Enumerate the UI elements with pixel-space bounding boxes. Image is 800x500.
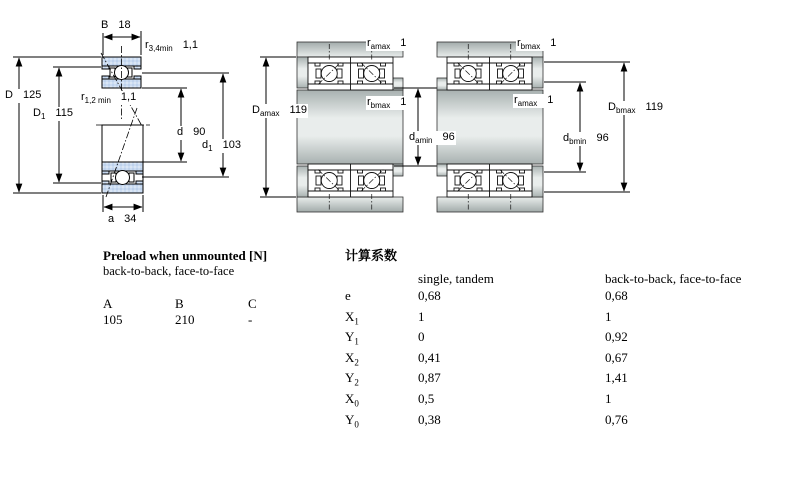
factors-title: 计算系数 xyxy=(345,248,398,263)
middle-top-bearing-pair xyxy=(308,57,393,90)
preload-val-b: 210 xyxy=(175,312,195,327)
preload-col-c: C xyxy=(248,296,257,311)
preload-value-row xyxy=(103,312,343,328)
dim-label-D1: $D_1$ 115 xyxy=(33,107,73,122)
preload-header-row xyxy=(103,296,343,312)
factors-col1-header: single, tandem xyxy=(418,271,494,286)
factor-row-y0: $Y_0$ 0,38 0,76 xyxy=(345,411,628,430)
left-figure-bearing-section xyxy=(13,31,229,212)
dim-label-rbmax-mid: $r_{bmax}$ 1 xyxy=(367,96,407,111)
dim-label-ramax-right: $r_{amax}$ 1 xyxy=(514,94,554,109)
factor-row-x2: $X_2$ 0,41 0,67 xyxy=(345,349,628,368)
preload-col-b: B xyxy=(175,296,184,311)
middle-bottom-bearing-pair xyxy=(308,164,393,197)
right-bottom-bearing-pair xyxy=(447,164,532,197)
factor-row-y2: $Y_2$ 0,87 1,41 xyxy=(345,370,628,388)
preload-table xyxy=(103,249,343,328)
dim-label-dbmin: $d_{bmin}$ 96 xyxy=(563,132,609,147)
dim-label-a: a 34 xyxy=(107,213,137,227)
middle-figure-mounting xyxy=(260,42,460,212)
preload-title: Preload when unmounted [N] xyxy=(103,248,268,263)
left-bottom-section xyxy=(102,162,143,193)
dim-label-B: B 18 xyxy=(100,19,132,33)
right-figure-mounting xyxy=(437,42,630,212)
dim-label-rbmax-right: $r_{bmax}$ 1 xyxy=(517,37,557,52)
dim-label-D: D 125 xyxy=(4,89,42,103)
factor-row-e: e 0,68 0,68 xyxy=(345,288,628,303)
dim-label-damin: $d_{amin}$ 96 xyxy=(409,131,455,146)
dim-label-r34: $r_{3,4min}$ 1,1 xyxy=(145,39,198,54)
right-dimension-lines xyxy=(544,62,630,192)
dim-label-d1: $d_1$ 103 xyxy=(202,139,241,154)
factors-col2-header: back-to-back, face-to-face xyxy=(605,271,742,286)
dim-label-r12: $r_{1,2 min}$ 1,1 xyxy=(81,91,137,106)
factors-table xyxy=(345,249,775,432)
preload-val-a: 105 xyxy=(103,312,123,327)
preload-col-a: A xyxy=(103,296,113,311)
right-top-bearing-pair xyxy=(447,57,532,90)
factors-header-row xyxy=(345,272,775,285)
dim-label-ramax-mid: $r_{amax}$ 1 xyxy=(367,37,407,52)
factors-rows xyxy=(345,288,775,432)
factor-row-x1: $X_1$ 1 1 xyxy=(345,308,612,327)
factor-row-y1: $Y_1$ 0 0,92 xyxy=(345,329,628,347)
dim-label-Dbmax: $D_{bmax}$ 119 xyxy=(608,101,664,116)
factor-row-x0: $X_0$ 0,5 1 xyxy=(345,390,612,409)
dim-label-d: d 90 xyxy=(176,126,206,140)
dim-label-Damax: $D_{amax}$ 119 xyxy=(252,104,308,119)
preload-val-c: - xyxy=(248,312,253,327)
preload-subtitle: back-to-back, face-to-face xyxy=(103,264,235,278)
